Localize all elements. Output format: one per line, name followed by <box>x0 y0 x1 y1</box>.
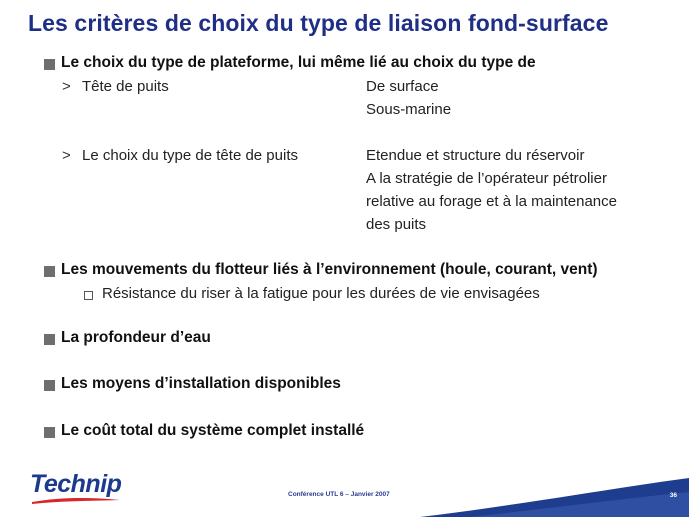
sub-1-value-1: De surface <box>366 78 439 95</box>
footer-conference: Conférence UTL 6 – Janvier 2007 <box>288 491 390 498</box>
sub-1-label: Tête de puits <box>82 78 169 95</box>
bullet-2-sub: Résistance du riser à la fatigue pour les durées de vie envisagées <box>102 285 540 302</box>
sub-2-value-1: Etendue et structure du réservoir <box>366 147 585 164</box>
sub-1-value-2: Sous-marine <box>366 101 452 118</box>
page-number: 36 <box>669 492 677 499</box>
sub-2-value-2: A la stratégie de l’opérateur pétrolier <box>366 170 607 187</box>
technip-logo <box>30 470 122 505</box>
bullet-2-text: Les mouvements du flotteur liés à l’environnement (houle, courant, vent) <box>61 261 598 278</box>
arrow-icon: > <box>62 78 71 95</box>
sub-2-value-3: relative au forage et à la maintenance <box>366 193 617 210</box>
arrow-icon: > <box>62 147 71 164</box>
sub-2-label: Le choix du type de tête de puits <box>82 147 298 164</box>
sub-2-value-4: des puits <box>366 216 427 233</box>
logo-text: Technip <box>30 470 122 498</box>
bullet-3-text: La profondeur d’eau <box>61 329 211 346</box>
bullet-1-text: Le choix du type de plateforme, lui même lié au choix du type de <box>61 54 536 71</box>
bullet-4-text: Les moyens d’installation disponibles <box>61 375 341 392</box>
bullet-5-text: Le coût total du système complet installé <box>61 422 365 439</box>
slide-title: Les critères de choix du type de liaison fond-surface <box>28 10 609 36</box>
